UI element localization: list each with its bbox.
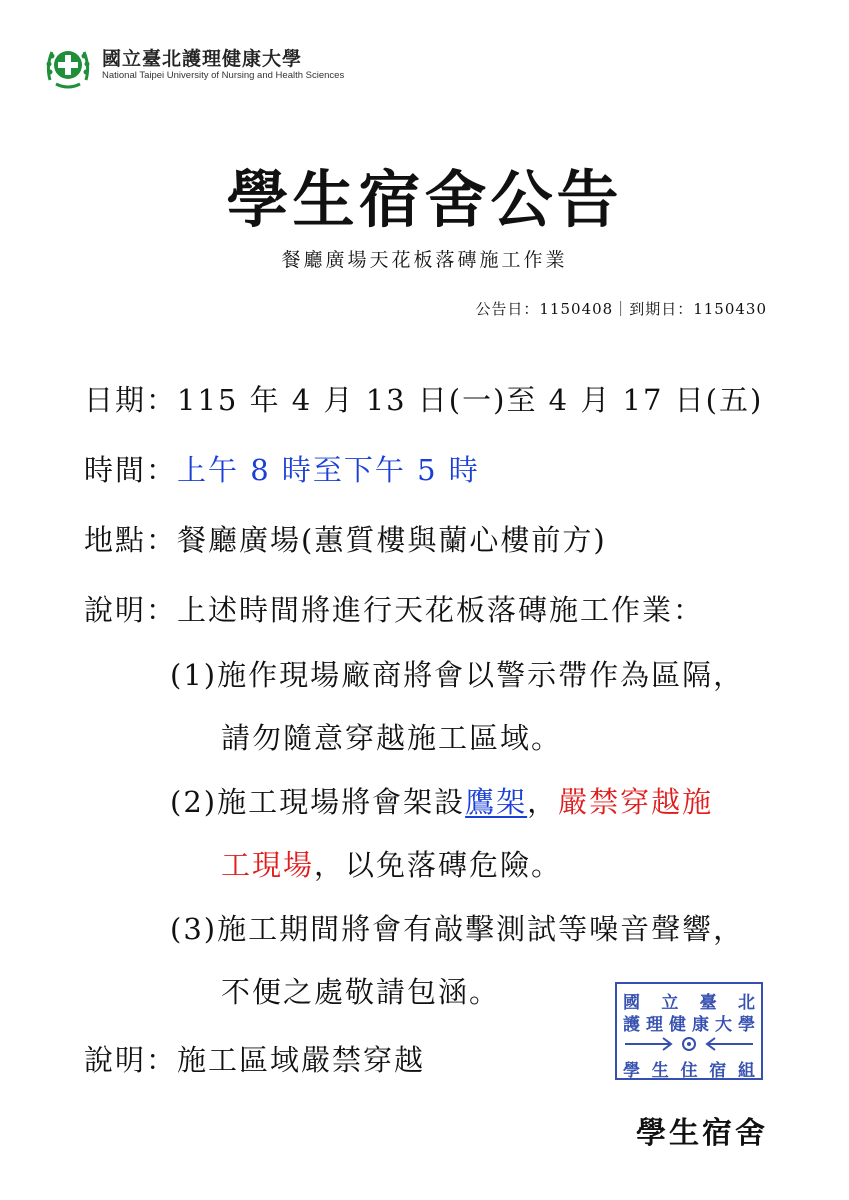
- issuer-signature: 學生宿舍: [636, 1116, 768, 1151]
- date-value: 115 年 4 月 13 日(一)至 4 月 17 日(五): [177, 383, 764, 417]
- place-value: 餐廳廣場(蕙質樓與蘭心樓前方): [177, 523, 607, 557]
- time-value: 上午 8 時至下午 5 時: [177, 453, 480, 487]
- item-3-line-2: 不便之處敬請包涵。: [221, 975, 501, 1009]
- stamp-arrows-icon: [623, 1034, 755, 1054]
- stamp-char: 康: [692, 1015, 709, 1035]
- stamp-char: 健: [669, 1015, 686, 1035]
- notice-dates: 公告日：1150408｜到期日：1150430: [475, 300, 767, 318]
- date-label: 日期：: [84, 383, 178, 417]
- item-2-warning-2: 工現場: [221, 848, 315, 882]
- stamp-char: 護: [623, 1015, 640, 1035]
- stamp-char: 組: [738, 1061, 755, 1081]
- item-2-comma: ，: [527, 785, 559, 819]
- stamp-row-3: [623, 1056, 755, 1081]
- description-line: [84, 588, 704, 629]
- item-1-line-2: 請勿隨意穿越施工區域。: [221, 721, 563, 755]
- stamp-char: 理: [646, 1015, 663, 1035]
- item-1-line-1: (1)施作現場廠商將會以警示帶作為區隔，: [170, 658, 745, 692]
- time-line: [84, 448, 480, 489]
- place-label: 地點：: [84, 523, 178, 557]
- stamp-char: 宿: [709, 1061, 727, 1081]
- note-line: [84, 1038, 425, 1079]
- dormitory-stamp: [615, 982, 763, 1080]
- item-2-text: (2)施工現場將會架設: [170, 785, 466, 819]
- item-2-tail: ，以免落磚危險。: [314, 848, 563, 882]
- stamp-char: 立: [661, 993, 679, 1013]
- place-line: [84, 518, 607, 559]
- time-label: 時間：: [84, 453, 178, 487]
- notice-title: 學生宿舍公告: [226, 163, 623, 236]
- stamp-char: 生: [651, 1061, 669, 1081]
- description-value: 上述時間將進行天花板落磚施工作業：: [177, 593, 705, 627]
- date-line: [84, 378, 763, 419]
- logo-chinese-name: 國立臺北護理健康大學: [102, 48, 303, 70]
- scaffold-link[interactable]: 鷹架: [465, 785, 528, 819]
- stamp-char: 學: [738, 1015, 755, 1035]
- university-emblem-icon: [42, 40, 94, 92]
- stamp-char: 國: [623, 993, 640, 1013]
- stamp-char: 住: [680, 1061, 698, 1081]
- logo-english-name: National Taipei University of Nursing and Health Sciences: [102, 70, 345, 81]
- university-logo: [42, 40, 345, 90]
- stamp-char: 學: [623, 1061, 640, 1081]
- item-2-line-1: [170, 780, 713, 821]
- notice-subtitle: 餐廳廣場天花板落磚施工作業: [281, 249, 568, 271]
- note-value: 施工區域嚴禁穿越: [177, 1043, 426, 1077]
- stamp-char: 臺: [699, 993, 717, 1013]
- item-2-line-2: [221, 843, 562, 884]
- stamp-row-2: [623, 1010, 755, 1035]
- stamp-char: 大: [715, 1015, 732, 1035]
- note-label: 說明：: [84, 1043, 178, 1077]
- stamp-char: 北: [737, 993, 755, 1013]
- item-3-line-1: (3)施工期間將會有敲擊測試等噪音聲響，: [170, 912, 745, 946]
- description-label: 說明：: [84, 593, 178, 627]
- item-2-warning-1: 嚴禁穿越施: [558, 785, 714, 819]
